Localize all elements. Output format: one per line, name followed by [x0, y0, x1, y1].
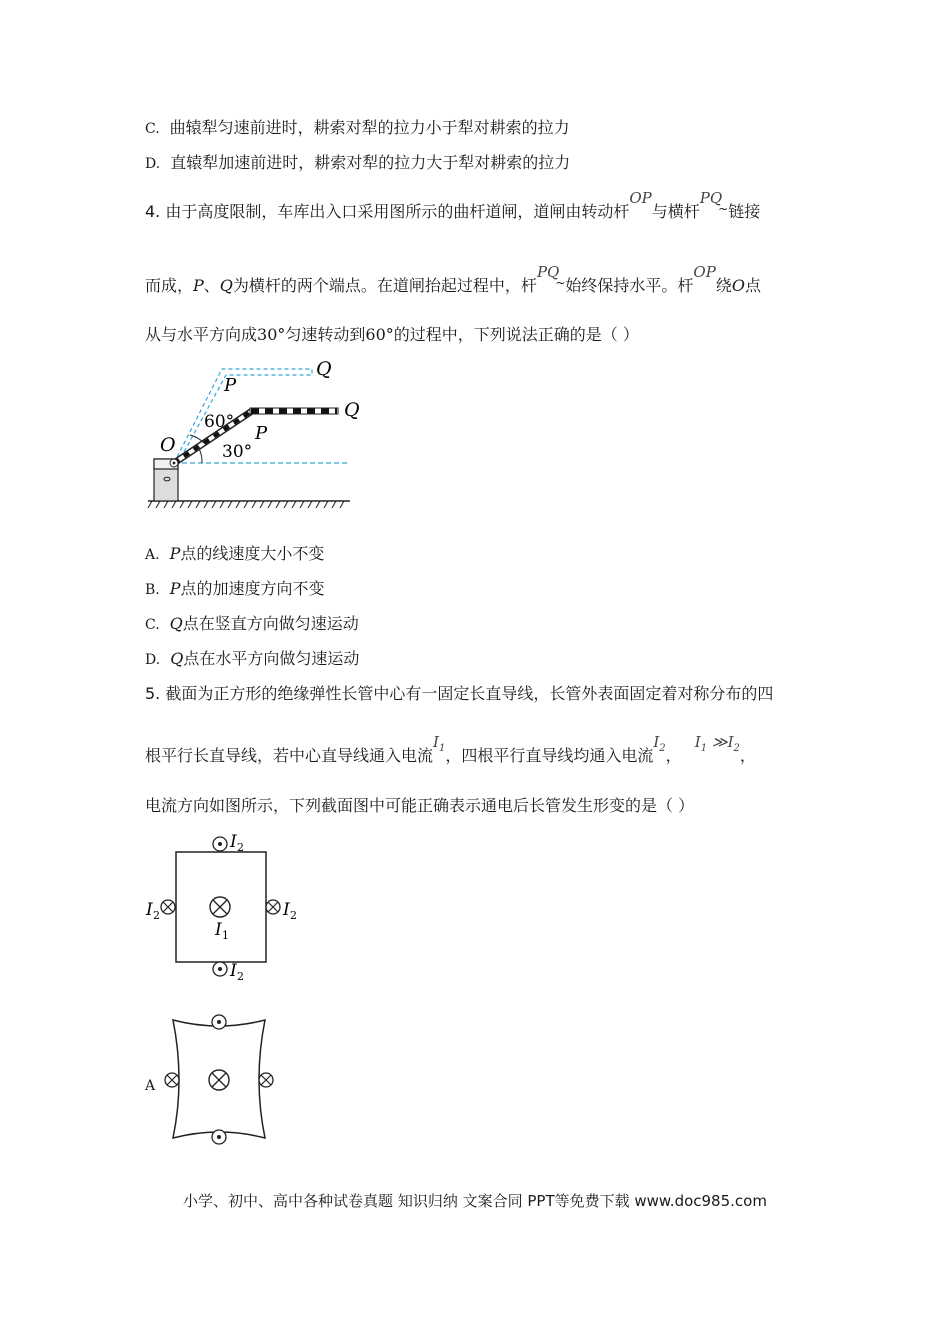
label-i2-bottom: I: [230, 961, 237, 981]
q4-option-b: B. P点的加速度方向不变: [145, 579, 325, 598]
q4-stem-line1: 4. 由于高度限制，车库出入口采用图所示的曲杆道闸，道闸由转动杆OP与横杆PQ~链接: [145, 189, 761, 221]
option-a-figure: [155, 1008, 285, 1153]
q4-option-c: C. Q点在竖直方向做匀速运动: [145, 614, 359, 633]
square-tube-figure: [140, 825, 320, 990]
label-i1-center: I: [215, 920, 222, 940]
svg-text:1: 1: [222, 929, 229, 942]
label-p-upper: P: [224, 375, 237, 396]
svg-text:2: 2: [290, 909, 297, 922]
label-i2-left: I: [146, 900, 153, 920]
i1-symbol: $I_1$: [433, 733, 446, 754]
label-i2-top: I: [230, 832, 237, 852]
barrier-gate-figure: [140, 355, 380, 515]
q4-option-a: A. P点的线速度大小不变: [145, 544, 325, 563]
current-relation: $I_1$ $≫I_2$: [694, 733, 740, 754]
label-p-lower: P: [255, 423, 268, 444]
q5-stem-line3: 电流方向如图所示，下列截面图中可能正确表示通电后长管发生形变的是（ ）: [145, 796, 695, 815]
i2-symbol: $I_2$: [653, 733, 666, 754]
q4-stem-line3: 从与水平方向成30°匀速转动到60°的过程中，下列说法正确的是（ ）: [145, 325, 639, 344]
label-i2-right: I: [283, 900, 290, 920]
label-o: O: [160, 434, 176, 456]
label-60deg: 60°: [204, 412, 235, 432]
label-30deg: 30°: [222, 442, 253, 462]
pq-symbol: PQ: [699, 189, 723, 207]
label-q-lower: Q: [344, 399, 360, 421]
q5-option-a-label: A: [145, 1078, 156, 1094]
page-footer: 小学、初中、高中各种试卷真题 知识归纳 文案合同 PPT等免费下载 www.doc985.com: [183, 1192, 767, 1210]
q5-stem-line1: 5. 截面为正方形的绝缘弹性长管中心有一固定长直导线，长管外表面固定着对称分布的四: [145, 684, 774, 703]
label-q-upper: Q: [316, 358, 332, 380]
q3-option-d: D. 直辕犁加速前进时，耕索对犁的拉力大于犁对耕索的拉力: [145, 153, 571, 172]
svg-text:2: 2: [153, 909, 160, 922]
q3-option-c: C. 曲辕犁匀速前进时，耕索对犁的拉力小于犁对耕索的拉力: [145, 118, 570, 137]
q5-stem-line2: 根平行长直导线，若中心直导线通入电流$I_1$，四根平行直导线均通入电流$I_2$， $I_1$ $≫I_2$，: [145, 733, 756, 765]
q4-stem-line2: 而成，P、Q为横杆的两个端点。在道闸抬起过程中，杆PQ~始终保持水平。杆OP绕O点: [145, 263, 761, 295]
q4-option-d: D. Q点在水平方向做匀速运动: [145, 649, 360, 668]
svg-text:2: 2: [237, 841, 244, 854]
op-symbol: OP: [629, 189, 652, 207]
svg-text:2: 2: [237, 970, 244, 983]
